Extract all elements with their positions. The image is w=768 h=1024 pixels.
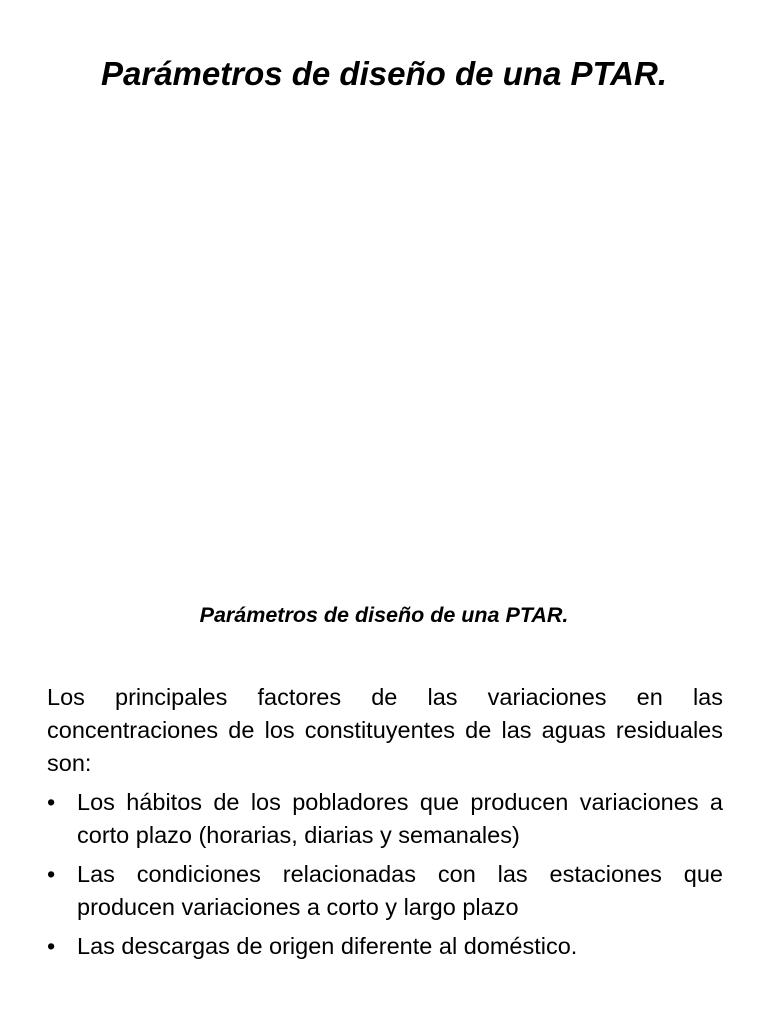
list-item-text: Los hábitos de los pobladores que producen variaciones a corto plazo (horarias, diarias y semanales) <box>77 789 723 848</box>
bullet-icon: • <box>47 933 56 959</box>
list-item-text: Las condiciones relacionadas con las estaciones que producen variaciones a corto y largo plazo <box>77 861 723 920</box>
intro-paragraph: Los principales factores de las variaciones en las concentraciones de los constituyentes de las aguas residuales son: <box>47 684 723 776</box>
list-item-text: Las descargas de origen diferente al doméstico. <box>77 933 578 959</box>
section-title: Parámetros de diseño de una PTAR. <box>199 603 569 627</box>
bullet-icon: • <box>47 789 56 815</box>
page-title: Parámetros de diseño de una PTAR. <box>100 55 668 92</box>
bullet-icon: • <box>47 861 56 887</box>
bullet-list <box>47 786 723 963</box>
list-item <box>47 930 723 963</box>
body-text <box>47 681 723 969</box>
list-item <box>47 786 723 852</box>
list-item <box>47 858 723 924</box>
